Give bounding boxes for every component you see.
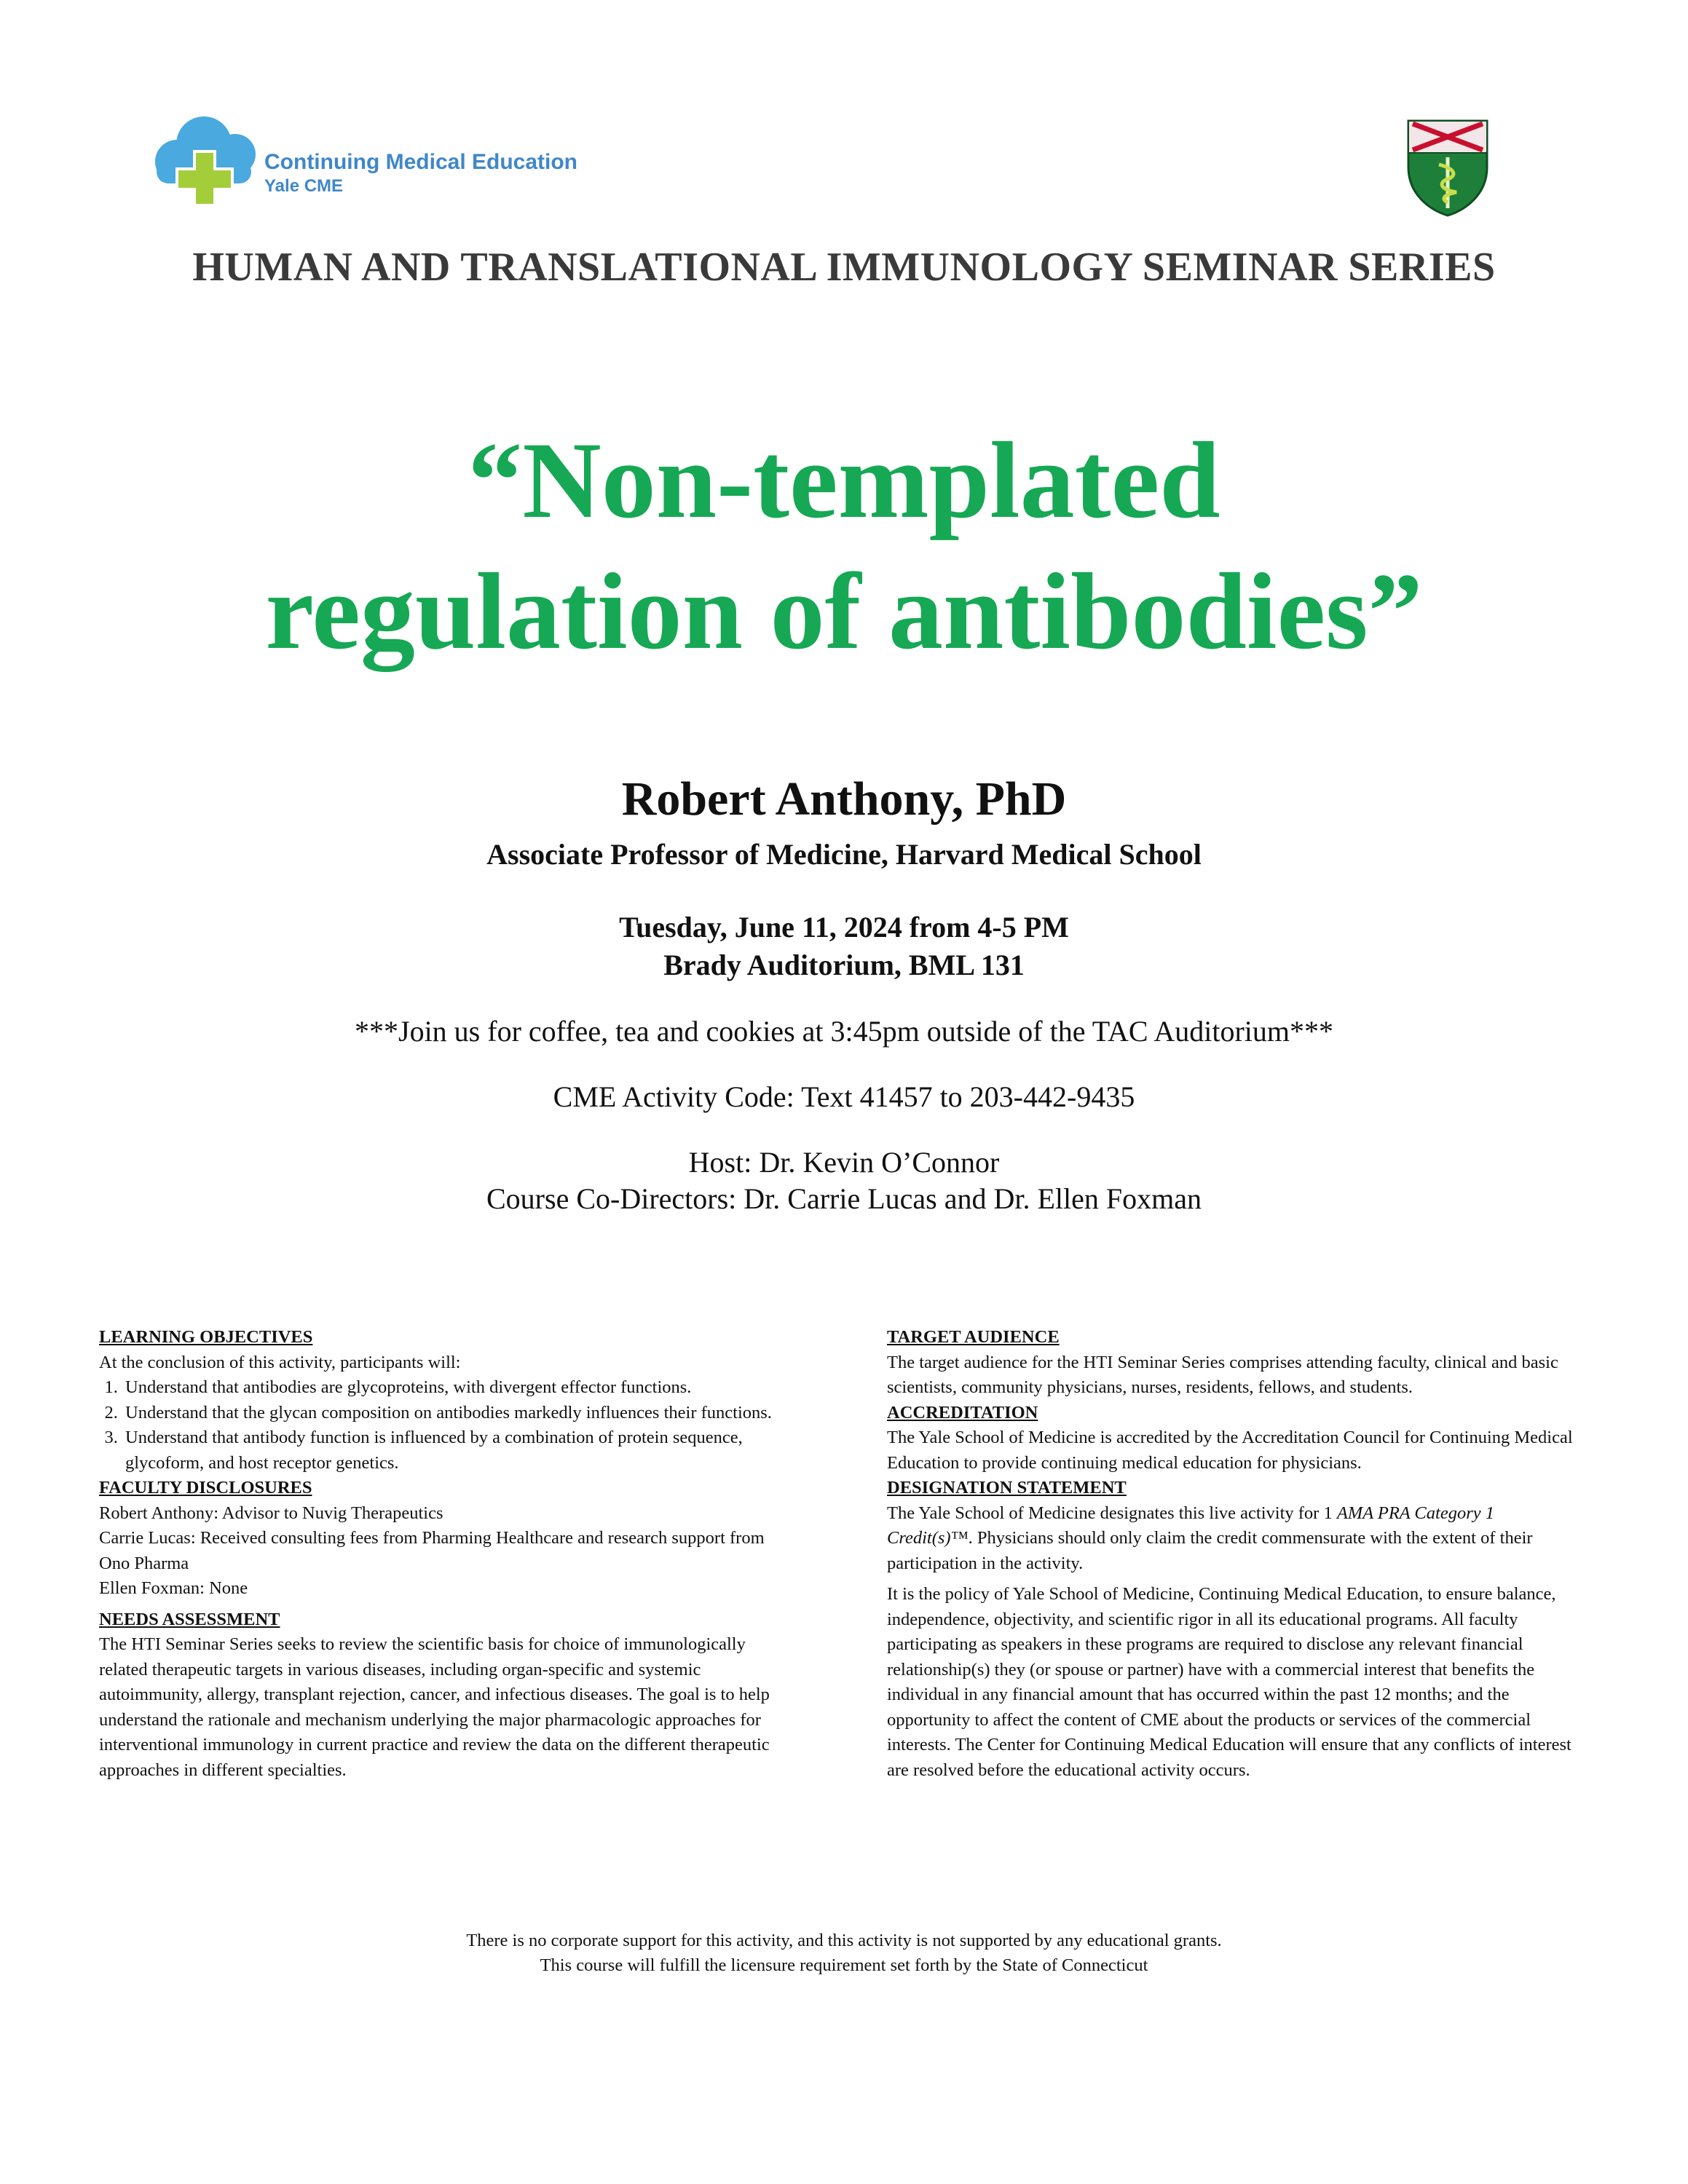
- cme-logo-title: Continuing Medical Education: [264, 150, 577, 174]
- footer-licensure-note: This course will fulfill the licensure requirement set forth by the State of Connecticut: [540, 1955, 1148, 1975]
- speaker-affiliation: Associate Professor of Medicine, Harvard Medical School: [486, 838, 1202, 871]
- talk-title-line-2: regulation of antibodies”: [265, 551, 1423, 672]
- event-date: Tuesday, June 11, 2024 from 4-5 PM: [619, 911, 1069, 943]
- disclosure-line: Carrie Lucas: Received consulting fees from Pharming Healthcare and research support from Ono Pharma: [99, 1528, 765, 1573]
- learning-objectives-intro: At the conclusion of this activity, participants will:: [99, 1352, 461, 1372]
- codirectors-line: Course Co-Directors: Dr. Carrie Lucas and Dr. Ellen Foxman: [486, 1182, 1202, 1215]
- speaker-name: Robert Anthony, PhD: [621, 772, 1067, 826]
- list-item: 1. Understand that antibodies are glycoproteins, with divergent effector functions.: [122, 1375, 791, 1401]
- left-column: [99, 1325, 791, 1783]
- cme-logo-subtitle: Yale CME: [264, 176, 344, 196]
- needs-assessment-text: The HTI Seminar Series seeks to review the scientific basis for choice of immunologically related therapeutic targets in various diseases, including organ-specific and systemic autoimmunity, allergy, transplant rejection, cancer, and infectious diseases. The goal is to help understand the rationale and mechanism underlying the major pharmacologic approaches for interventional immunology in current practice and review the data on the different therapeutic approaches in different specialties.: [99, 1634, 770, 1780]
- cme-activity-code: CME Activity Code: Text 41457 to 203-442-9435: [553, 1080, 1135, 1113]
- yale-shield-logo: [1404, 116, 1491, 218]
- designation-text-start: The Yale School of Medicine designates this live activity for 1: [887, 1503, 1337, 1523]
- coffee-note: ***Join us for coffee, tea and cookies at 3:45pm outside of the TAC Auditorium***: [355, 1015, 1333, 1048]
- series-title: HUMAN AND TRANSLATIONAL IMMUNOLOGY SEMINAR SERIES: [192, 245, 1496, 290]
- designation-credit: AMA PRA Category 1 Credit(s)™: [887, 1503, 1494, 1548]
- talk-title: [0, 415, 1688, 677]
- footer-support-note: There is no corporate support for this activity, and this activity is not supported by any educational grants.: [466, 1931, 1222, 1950]
- cloud-plus-icon: [149, 109, 266, 204]
- list-item: 2. Understand that the glycan composition on antibodies markedly influences their functions.: [122, 1401, 791, 1426]
- needs-assessment-heading: NEEDS ASSESSMENT: [99, 1609, 280, 1629]
- disclosure-line: Robert Anthony: Advisor to Nuvig Therapeutics: [99, 1503, 443, 1523]
- policy-text: It is the policy of Yale School of Medicine, Continuing Medical Education, to ensure balance, independence, objectivity, and scientific rigor in all its educational programs. All faculty participating as speakers in these programs are required to disclose any relevant financial relationship(s) they (or spouse or partner) have with a commercial interest that benefits the individual in any financial amount that has occurred within the past 12 months; and the opportunity to affect the content of CME about the products or services of the commercial interests. The Center for Continuing Medical Education will ensure that any conflicts of interest are resolved before the educational activity occurs.: [887, 1584, 1571, 1780]
- right-column: [887, 1325, 1579, 1783]
- disclosure-line: Ellen Foxman: None: [99, 1578, 248, 1598]
- accreditation-heading: ACCREDITATION: [887, 1402, 1038, 1423]
- target-audience-heading: TARGET AUDIENCE: [887, 1327, 1060, 1347]
- learning-objectives-heading: LEARNING OBJECTIVES: [99, 1327, 313, 1347]
- target-audience-text: The target audience for the HTI Seminar Series comprises attending faculty, clinical and basic scientists, community physicians, nurses, residents, fellows, and students.: [887, 1352, 1558, 1397]
- learning-objectives-list: [99, 1375, 791, 1476]
- designation-text: [887, 1501, 1579, 1577]
- list-item: 3. Understand that antibody function is influenced by a combination of protein sequence, glycoform, and host receptor genetics.: [122, 1425, 791, 1476]
- host-line: Host: Dr. Kevin O’Connor: [688, 1146, 1000, 1179]
- event-location: Brady Auditorium, BML 131: [663, 949, 1025, 981]
- faculty-disclosures-heading: FACULTY DISCLOSURES: [99, 1478, 312, 1497]
- yale-medicine-shield-icon: [1404, 116, 1491, 218]
- cme-logo: [149, 109, 615, 204]
- talk-title-line-1: “Non-templated: [468, 420, 1220, 541]
- designation-heading: DESIGNATION STATEMENT: [887, 1478, 1127, 1497]
- designation-text-end: . Physicians should only claim the credit commensurate with the extent of their participation in the activity.: [887, 1528, 1533, 1573]
- accreditation-text: The Yale School of Medicine is accredited by the Accreditation Council for Continuing Medical Education to provide continuing medical education for physicians.: [887, 1428, 1573, 1473]
